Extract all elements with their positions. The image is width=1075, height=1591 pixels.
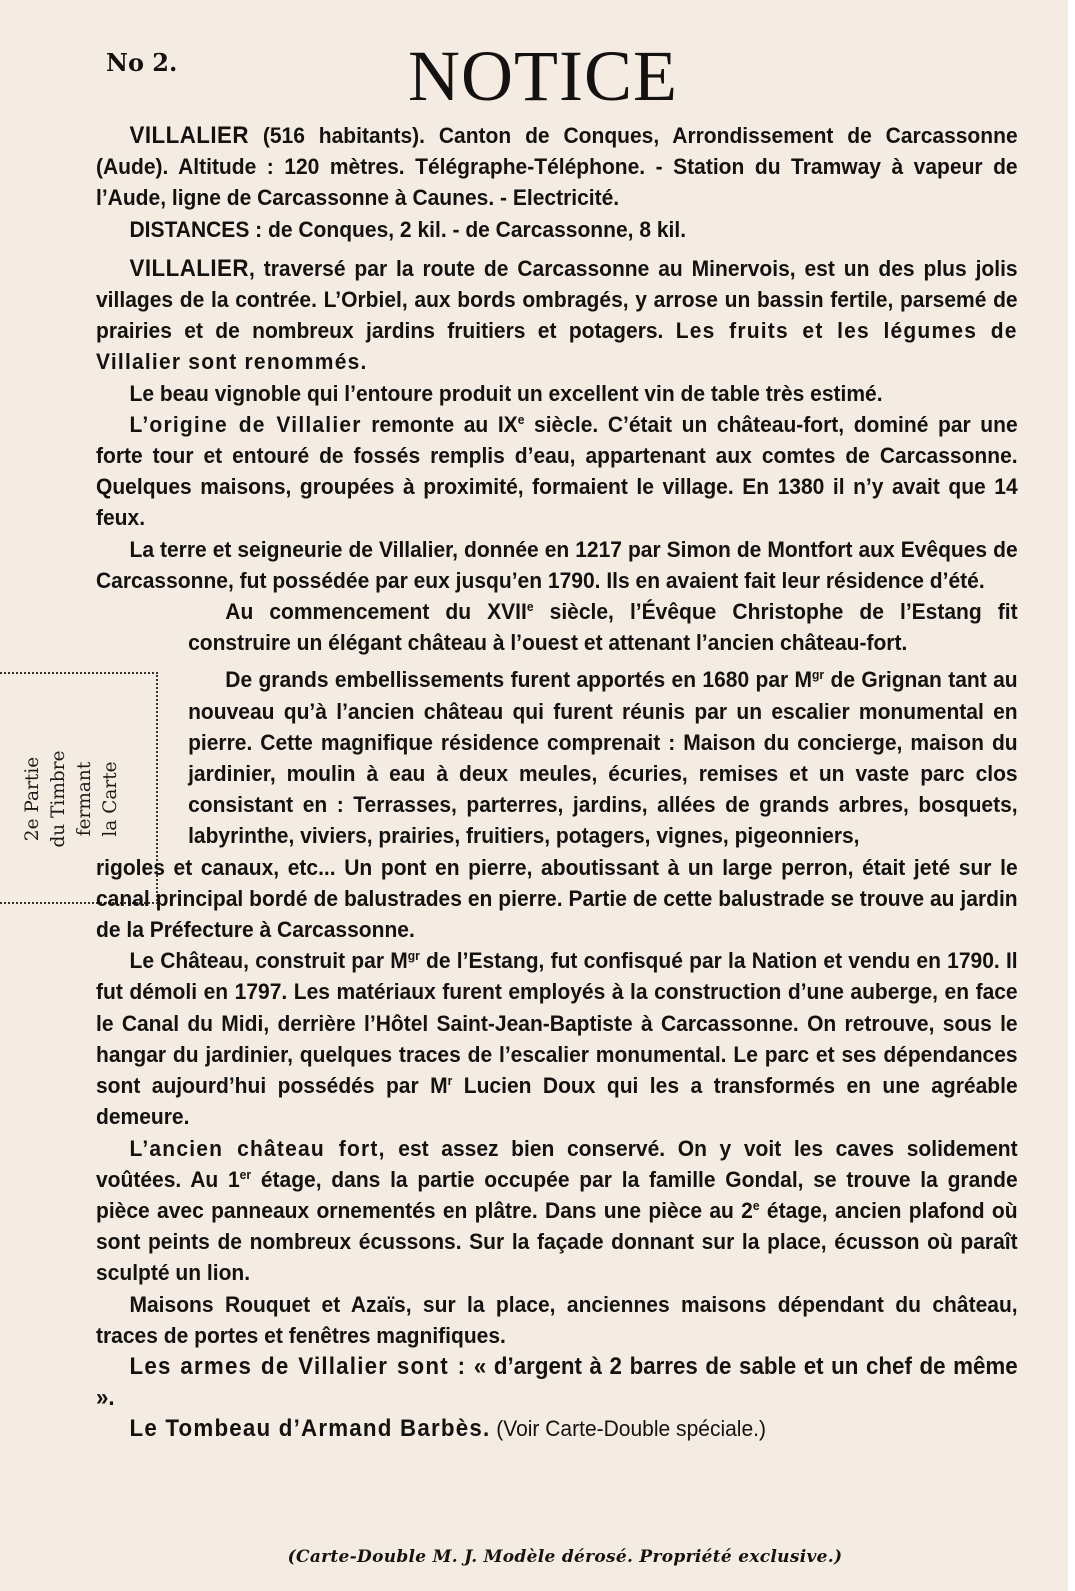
paragraph-embellishments [188, 664, 1018, 851]
emphasis: L’ancien château fort, [129, 1135, 386, 1161]
text: (516 habitants). Canton de Conques, Arrondissement de Carcassonne (Aude). Altitude : 120 mètres. Télégraphe-Téléphone. - Station du Tramway à vapeur de l’Aude, ligne de Carcassonne à Caunes. - Electricité. [96, 123, 1018, 211]
paragraph-houses: Maisons Rouquet et Azaïs, sur la place, anciennes maisons dépendant du château, traces de portes et fenêtres magnifiques. [96, 1291, 1018, 1348]
text: « d’argent à 2 barres de sable et un chef de même ». [96, 1352, 1018, 1412]
paragraph-tomb [96, 1413, 1018, 1444]
place-name: VILLALIER [129, 254, 249, 282]
text: (Voir Carte-Double spéciale.) [490, 1416, 766, 1442]
superscript: gr [407, 948, 420, 964]
paragraph-embellishments-cont: rigoles et canaux, etc... Un pont en pierre, aboutissant à un large perron, était jeté sur le canal principal bordé de balustrades en pierre. Partie de cette balustrade se trouve au jardin de la Préfecture à Carcassonne. [96, 854, 1018, 943]
emphasis: Les fruits et les légumes de Villalier sont renommés. [96, 318, 1018, 375]
text: siècle, l’Évêque Christophe de l’Estang fit construire un élégant château à l’ouest et attenant l’ancien château-fort. [188, 599, 1018, 656]
notice-body [96, 120, 1018, 1445]
paragraph-old-castle [96, 1133, 1018, 1289]
text: Au commencement du XVII [225, 599, 527, 625]
text: étage, ancien plafond où sont peints de nombreux écussons. Sur la façade donnant sur la place, écusson où paraît sculpté un lion. [96, 1197, 1018, 1286]
stamp-line: 2e Partie [22, 756, 43, 842]
paragraph-17th-century [188, 596, 1018, 658]
superscript: r [447, 1073, 453, 1089]
place-name: VILLALIER [129, 122, 249, 149]
paragraph-arms [96, 1351, 1018, 1413]
page-title: NOTICE [408, 36, 678, 116]
emphasis: Les armes de Villalier sont : [129, 1352, 467, 1380]
text: de l’Estang, fut confisqué par la Nation et vendu en 1790. Il fut démoli en 1797. Les matériaux furent employés à la construction d’une auberge, en face le Canal du Midi, derrière l’Hôtel Saint-Jean-Baptiste à Carcassonne. On retrouve, sous le hangar du jardinier, quelques traces de l’escalier monumental. Le parc et ses dépendances sont aujourd’hui possédés par M [96, 948, 1018, 1099]
text: Le Château, construit par M [129, 948, 408, 974]
indented-block [188, 596, 1018, 852]
text: remonte au IX [361, 411, 518, 437]
paragraph-origin [96, 409, 1018, 534]
paragraph-chateau-fate [96, 945, 1018, 1132]
superscript: er [239, 1166, 252, 1182]
text: De grands embellissements furent apportés en 1680 par M [225, 667, 813, 693]
text: siècle. C’était un château-fort, dominé par une forte tour et entouré de fossés remplis d’eau, appartenant aux comtes de Carcassonne. Quelques maisons, groupées à proximité, formaient le village. En 1380 il n’y avait que 14 feux. [96, 411, 1018, 531]
card-number: No 2. [106, 48, 178, 77]
emphasis: L’origine de Villalier [129, 411, 362, 437]
stamp-line: du Timbre [48, 750, 69, 848]
superscript: e [517, 411, 525, 427]
text: de Grignan tant au nouveau qu’à l’ancien château qui furent réunis par un escalier monumental en pierre. Cette magnifique résidence comprenait : Maison du concierge, maison du jardinier, moulin à eau à deux meules, écuries, remises et un vaste parc clos consistant en : Terrasses, parterres, jardins, allées de grands arbres, bosquets, labyrinthe, viviers, prairies, fruitiers, potagers, vignes, pigeonniers, [188, 667, 1018, 849]
paragraph-intro [96, 120, 1018, 214]
text: Lucien Doux qui les a transformés en une agréable demeure. [96, 1073, 1018, 1130]
superscript: e [752, 1197, 760, 1213]
superscript: gr [812, 667, 825, 683]
text: est assez bien conservé. On y voit les caves solidement voûtées. Au 1 [96, 1135, 1018, 1192]
publisher-footer: (Carte-Double M. J. Modèle dérosé. Propriété exclusive.) [287, 1547, 843, 1567]
superscript: e [526, 599, 534, 615]
paragraph-distances: DISTANCES : de Conques, 2 kil. - de Carcassonne, 8 kil. [129, 216, 687, 242]
text: étage, dans la partie occupée par la famille Gondal, se trouve la grande pièce avec panneaux ornementés en plâtre. Dans une pièce au 2 [96, 1166, 1018, 1223]
paragraph-description [96, 253, 1018, 378]
stamp-line: fermant [74, 761, 95, 837]
stamp-line: la Carte [100, 761, 121, 837]
text: , traversé par la route de Carcassonne au Minervois, est un des plus jolis villages de la contrée. L’Orbiel, aux bords ombragés, y arrose un bassin fertile, parsemé de prairies et de nombreux jardins fruitiers et potagers. [96, 255, 1018, 344]
emphasis: Le Tombeau d’Armand Barbès. [129, 1415, 491, 1443]
paragraph-seigneurie: La terre et seigneurie de Villalier, donnée en 1217 par Simon de Montfort aux Evêques de Carcassonne, fut possédée par eux jusqu’en 1790. Ils en avaient fait leur résidence d’été. [96, 536, 1018, 593]
paragraph-vineyard: Le beau vignoble qui l’entoure produit un excellent vin de table très estimé. [129, 380, 883, 406]
